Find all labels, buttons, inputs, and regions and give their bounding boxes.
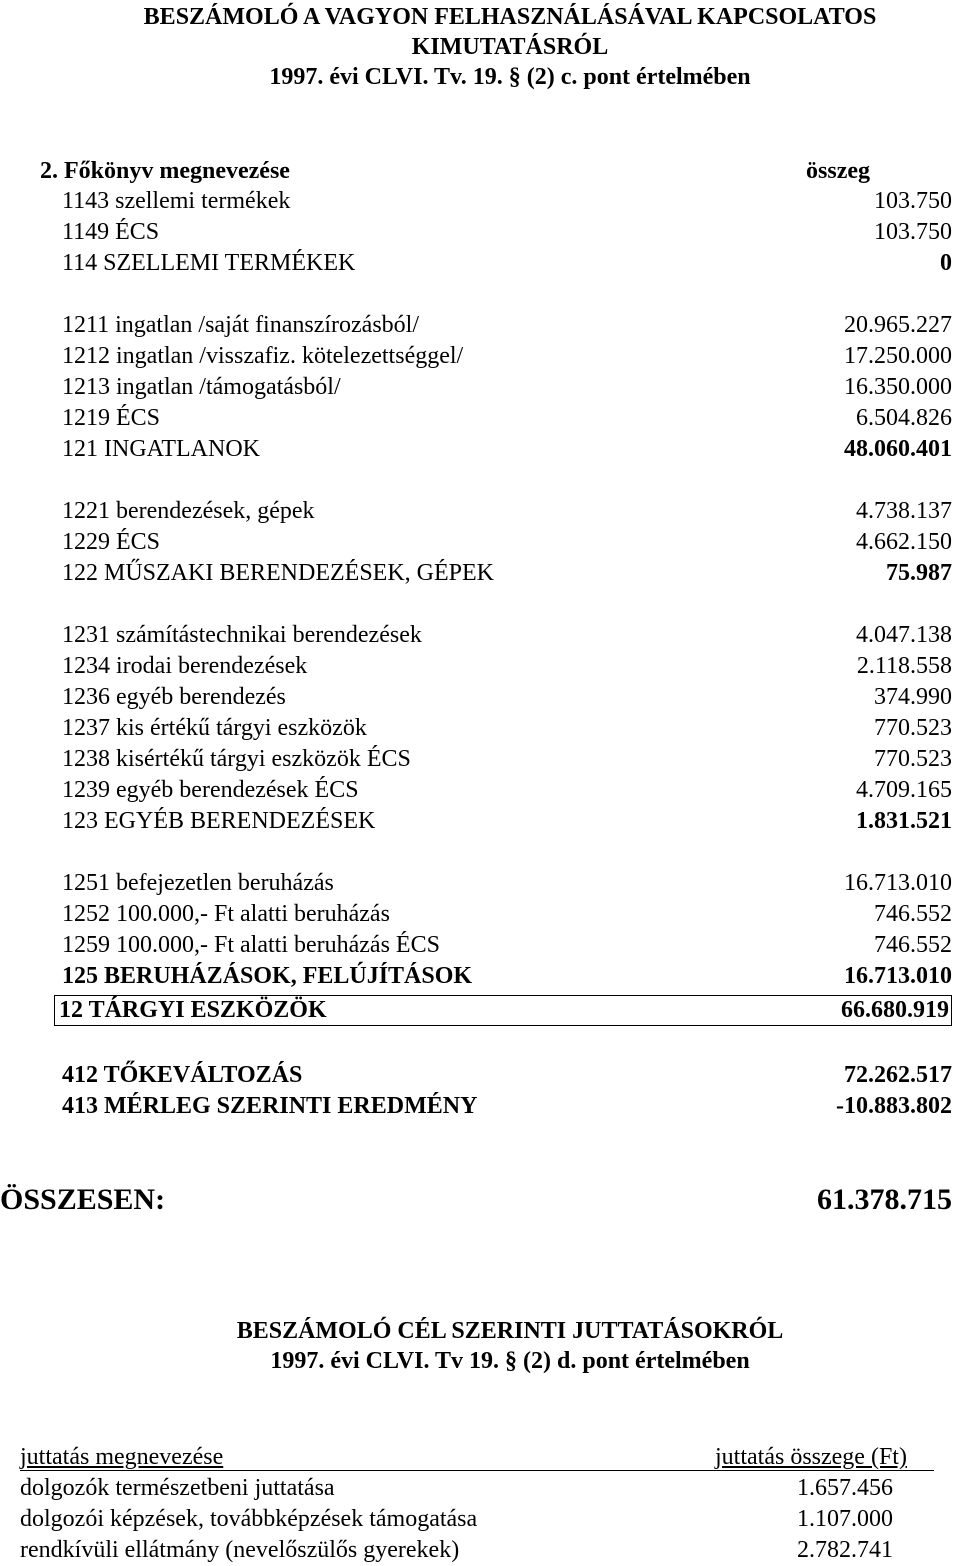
row-label: 412 TŐKEVÁLTOZÁS xyxy=(62,1062,303,1088)
row-amount: 4.709.165 xyxy=(856,777,952,803)
row-amount: 770.523 xyxy=(874,715,952,741)
row-amount: 75.987 xyxy=(886,560,952,586)
row-label: 123 EGYÉB BERENDEZÉSEK xyxy=(62,808,376,834)
row-label: 1234 irodai berendezések xyxy=(62,653,308,679)
benefits-header-amount: juttatás összege (Ft) xyxy=(715,1444,907,1470)
row-amount: 103.750 xyxy=(874,188,952,214)
benefit-label: rendkívüli ellátmány (nevelőszülős gyerekek) xyxy=(20,1537,460,1563)
ledger-header-amount: összeg xyxy=(806,158,870,184)
row-label: 1229 ÉCS xyxy=(62,529,161,555)
row-amount: 2.118.558 xyxy=(856,653,952,679)
ledger-row xyxy=(62,868,952,899)
ledger-row xyxy=(62,744,952,775)
ledger-row xyxy=(62,434,952,465)
row-amount: 72.262.517 xyxy=(844,1062,952,1088)
row-amount: 103.750 xyxy=(874,219,952,245)
grand-total-amount: 61.378.715 xyxy=(817,1183,952,1216)
row-label: 122 MŰSZAKI BERENDEZÉSEK, GÉPEK xyxy=(62,560,494,586)
row-label: 1239 egyéb berendezések ÉCS xyxy=(62,777,359,803)
header-underline xyxy=(20,1470,934,1471)
row-label: 125 BERUHÁZÁSOK, FELÚJÍTÁSOK xyxy=(62,963,473,989)
row-amount: 746.552 xyxy=(874,932,952,958)
ledger-row xyxy=(62,496,952,527)
benefits-row xyxy=(20,1473,934,1504)
row-label: 1149 ÉCS xyxy=(62,219,160,245)
ledger-row xyxy=(62,930,952,961)
row-label: 1251 befejezetlen beruházás xyxy=(62,870,334,896)
row-label: 1213 ingatlan /támogatásból/ xyxy=(62,374,341,400)
ledger-row xyxy=(62,620,952,651)
benefit-amount: 1.657.456 xyxy=(797,1475,893,1501)
benefit-label: dolgozói képzések, továbbképzések támogatása xyxy=(20,1506,478,1532)
ledger-row xyxy=(62,1091,952,1122)
benefits-title xyxy=(0,1316,960,1376)
benefits-row xyxy=(20,1504,934,1535)
boxed-label: 12 TÁRGYI ESZKÖZÖK xyxy=(59,997,327,1023)
benefits-header-label: juttatás megnevezése xyxy=(20,1444,224,1470)
ledger-row xyxy=(62,527,952,558)
row-label: 1143 szellemi termékek xyxy=(62,188,291,214)
ledger-row xyxy=(62,775,952,806)
row-amount: 6.504.826 xyxy=(856,405,952,431)
report-title-line1: BESZÁMOLÓ A VAGYON FELHASZNÁLÁSÁVAL KAPCSOLATOS xyxy=(143,4,877,30)
row-label: 1252 100.000,- Ft alatti beruházás xyxy=(62,901,390,927)
row-amount: -10.883.802 xyxy=(836,1093,952,1119)
row-label: 1231 számítástechnikai berendezések xyxy=(62,622,422,648)
benefit-amount: 2.782.741 xyxy=(797,1537,893,1563)
row-amount: 770.523 xyxy=(874,746,952,772)
ledger-row xyxy=(62,217,952,248)
benefits-table xyxy=(20,1442,934,1566)
ledger-row xyxy=(62,372,952,403)
benefits-title-line2: 1997. évi CLVI. Tv 19. § (2) d. pont értelmében xyxy=(270,1348,750,1374)
ledger-row xyxy=(62,806,952,837)
row-spacer xyxy=(62,589,952,620)
ledger-row xyxy=(62,403,952,434)
row-amount: 4.738.137 xyxy=(856,498,952,524)
ledger-row xyxy=(62,713,952,744)
row-amount: 4.047.138 xyxy=(856,622,952,648)
benefits-row xyxy=(20,1535,934,1566)
row-label: 1236 egyéb berendezés xyxy=(62,684,286,710)
benefits-header xyxy=(20,1442,934,1473)
equity-rows xyxy=(62,1060,952,1122)
benefit-label: dolgozók természetbeni juttatása xyxy=(20,1475,335,1501)
ledger-row xyxy=(62,961,952,992)
ledger-header xyxy=(40,156,870,187)
ledger-row xyxy=(62,558,952,589)
row-spacer xyxy=(62,837,952,868)
tangible-assets-total-box xyxy=(54,995,952,1026)
row-amount: 17.250.000 xyxy=(844,343,952,369)
benefits-title-line1: BESZÁMOLÓ CÉL SZERINTI JUTTATÁSOKRÓL xyxy=(236,1318,784,1344)
row-amount: 48.060.401 xyxy=(844,436,952,462)
ledger-row xyxy=(62,248,952,279)
row-amount: 20.965.227 xyxy=(844,312,952,338)
ledger-row xyxy=(62,651,952,682)
grand-total-label: ÖSSZESEN: xyxy=(0,1183,166,1216)
row-label: 1211 ingatlan /saját finanszírozásból/ xyxy=(62,312,420,338)
ledger-rows xyxy=(62,186,952,992)
ledger-row xyxy=(62,341,952,372)
benefit-amount: 1.107.000 xyxy=(797,1506,893,1532)
report-title xyxy=(0,2,960,92)
row-amount: 4.662.150 xyxy=(856,529,952,555)
report-title-line2: KIMUTATÁSRÓL xyxy=(411,34,609,60)
row-label: 1259 100.000,- Ft alatti beruházás ÉCS xyxy=(62,932,440,958)
row-amount: 746.552 xyxy=(874,901,952,927)
boxed-amount: 66.680.919 xyxy=(841,997,949,1023)
row-label: 1238 kisértékű tárgyi eszközök ÉCS xyxy=(62,746,411,772)
row-amount: 374.990 xyxy=(874,684,952,710)
row-spacer xyxy=(62,465,952,496)
ledger-header-label: 2. Főkönyv megnevezése xyxy=(40,158,290,184)
row-amount: 16.350.000 xyxy=(844,374,952,400)
ledger-row xyxy=(62,899,952,930)
ledger-row xyxy=(62,186,952,217)
row-amount: 0 xyxy=(940,250,952,276)
row-label: 413 MÉRLEG SZERINTI EREDMÉNY xyxy=(62,1093,478,1119)
row-amount: 1.831.521 xyxy=(856,808,952,834)
ledger-row xyxy=(62,310,952,341)
row-label: 114 SZELLEMI TERMÉKEK xyxy=(62,250,356,276)
report-title-line3: 1997. évi CLVI. Tv. 19. § (2) c. pont értelmében xyxy=(269,64,751,90)
grand-total xyxy=(0,1180,952,1220)
row-label: 1237 kis értékű tárgyi eszközök xyxy=(62,715,367,741)
row-label: 1219 ÉCS xyxy=(62,405,161,431)
row-label: 121 INGATLANOK xyxy=(62,436,260,462)
row-amount: 16.713.010 xyxy=(844,963,952,989)
row-label: 1221 berendezések, gépek xyxy=(62,498,315,524)
row-spacer xyxy=(62,279,952,310)
row-label: 1212 ingatlan /visszafiz. kötelezettséggel/ xyxy=(62,343,464,369)
row-amount: 16.713.010 xyxy=(844,870,952,896)
ledger-row xyxy=(62,1060,952,1091)
ledger-row xyxy=(62,682,952,713)
